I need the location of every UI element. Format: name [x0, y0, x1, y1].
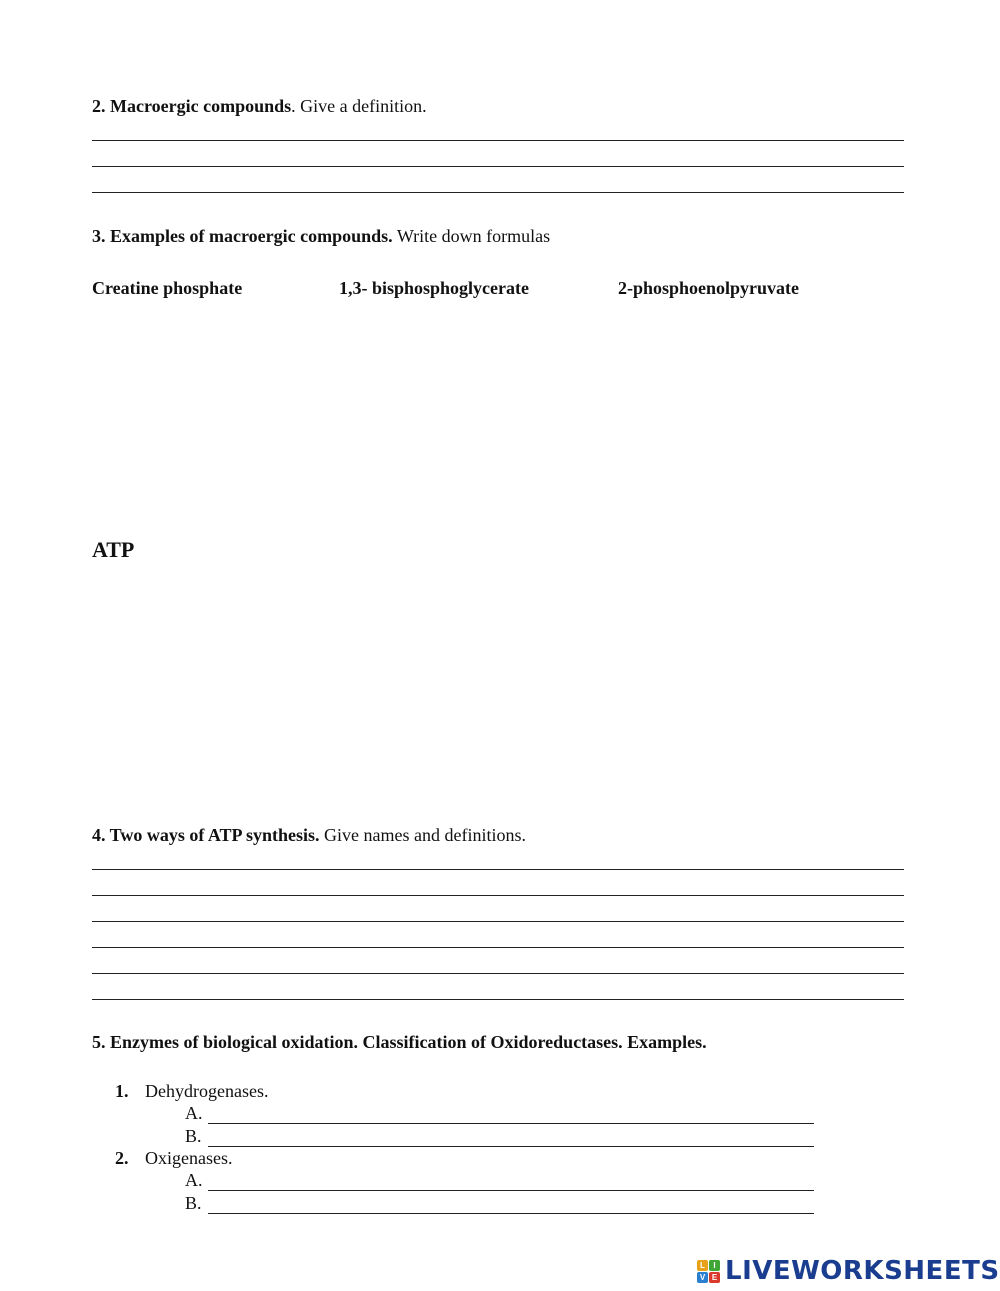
compound-phosphoenolpyruvate: 2-phosphoenolpyruvate: [618, 278, 800, 298]
sub-item-label: A.: [185, 1103, 203, 1123]
answer-line[interactable]: [92, 921, 904, 922]
answer-line[interactable]: [92, 947, 904, 948]
logo-text: LIVEWORKSHEETS: [725, 1256, 1000, 1286]
answer-line[interactable]: [92, 192, 904, 193]
list-item-oxigenases: Oxigenases.: [145, 1148, 233, 1168]
answer-line[interactable]: [208, 1146, 814, 1147]
answer-line[interactable]: [92, 166, 904, 167]
liveworksheets-logo: [697, 1256, 1000, 1286]
question-3-instruction: Write down formulas: [392, 226, 551, 246]
answer-line[interactable]: [208, 1123, 814, 1124]
atp-label: ATP: [92, 537, 135, 562]
question-2-instruction: . Give a definition.: [291, 96, 427, 116]
sub-item-label: A.: [185, 1170, 203, 1190]
answer-line[interactable]: [92, 973, 904, 974]
logo-blocks-icon: [697, 1260, 720, 1283]
question-4-title: 4. Two ways of ATP synthesis.: [92, 825, 320, 845]
logo-block: L: [697, 1260, 708, 1271]
answer-line[interactable]: [92, 140, 904, 141]
sub-item-label: B.: [185, 1126, 202, 1146]
question-2-title: 2. Macroergic compounds: [92, 96, 292, 116]
logo-block: E: [709, 1272, 720, 1283]
question-4: [92, 825, 526, 846]
answer-line[interactable]: [208, 1190, 814, 1191]
compound-bisphosphoglycerate: 1,3- bisphosphoglycerate: [339, 278, 530, 298]
logo-block: I: [709, 1260, 720, 1271]
question-3: [92, 226, 550, 247]
question-3-title: 3. Examples of macroergic compounds.: [92, 226, 393, 246]
question-5-title: 5. Enzymes of biological oxidation. Classification of Oxidoreductases. Examples.: [92, 1032, 707, 1052]
logo-block: V: [697, 1272, 708, 1283]
compound-creatine-phosphate: Creatine phosphate: [92, 278, 243, 298]
sub-item-label: B.: [185, 1193, 202, 1213]
question-4-instruction: Give names and definitions.: [319, 825, 527, 845]
question-2: [92, 96, 427, 117]
answer-line[interactable]: [92, 895, 904, 896]
answer-line[interactable]: [92, 869, 904, 870]
list-number: 2.: [115, 1148, 129, 1168]
answer-line[interactable]: [92, 999, 904, 1000]
list-number: 1.: [115, 1081, 129, 1101]
answer-line[interactable]: [208, 1213, 814, 1214]
list-item-dehydrogenases: Dehydrogenases.: [145, 1081, 269, 1101]
